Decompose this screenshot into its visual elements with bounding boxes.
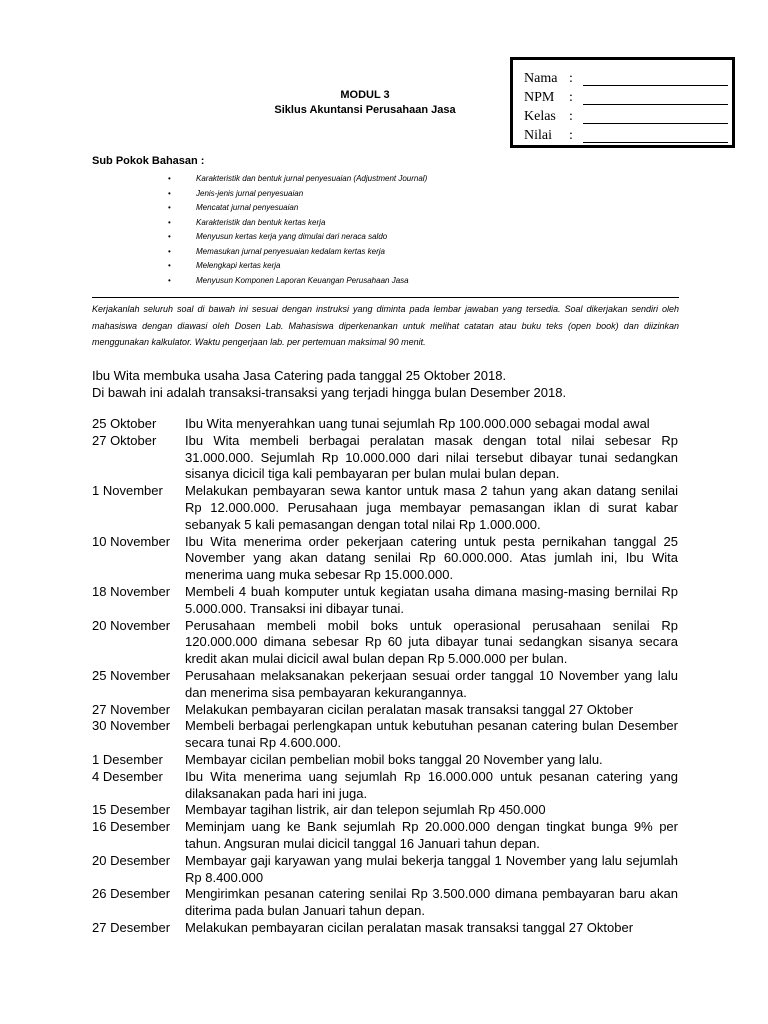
transaction-description: Membayar gaji karyawan yang mulai bekerja tanggal 1 November yang lalu sejumlah Rp 8.400.000 bbox=[185, 852, 678, 885]
transactions-list bbox=[92, 416, 678, 937]
name-colon: : bbox=[569, 71, 573, 86]
topic-item bbox=[168, 230, 427, 245]
transaction-row bbox=[92, 618, 678, 668]
transaction-row bbox=[92, 769, 678, 803]
grade-label: Nilai bbox=[524, 128, 552, 143]
module-title: MODUL 3 bbox=[340, 89, 390, 101]
transaction-date: 25 November bbox=[92, 667, 171, 683]
transaction-row bbox=[92, 584, 678, 618]
npm-label: NPM bbox=[524, 90, 555, 105]
topic-item bbox=[168, 259, 427, 274]
topic-text: Menyusun Komponen Laporan Keuangan Perusahaan Jasa bbox=[196, 275, 409, 285]
topic-item bbox=[168, 172, 427, 187]
bullet-icon: • bbox=[168, 275, 171, 285]
bullet-icon: • bbox=[168, 261, 171, 270]
transaction-date: 16 Desember bbox=[92, 819, 171, 835]
transaction-row bbox=[92, 752, 678, 769]
bullet-icon: • bbox=[168, 246, 171, 256]
topic-text: Jenis-jenis jurnal penyesuaian bbox=[196, 188, 304, 198]
transaction-description: Ibu Wita menerima uang sejumlah Rp 16.000.000 untuk pesanan catering yang dilaksanakan pada hari ini juga. bbox=[185, 768, 678, 801]
grade-blank-line bbox=[583, 128, 728, 143]
npm-colon: : bbox=[569, 90, 573, 105]
topic-text: Melengkapi kertas kerja bbox=[196, 261, 281, 270]
class-row bbox=[524, 107, 732, 126]
bullet-icon: • bbox=[168, 203, 171, 212]
transaction-date: 20 Desember bbox=[92, 852, 171, 868]
transaction-row bbox=[92, 920, 678, 937]
transaction-date: 30 November bbox=[92, 718, 171, 734]
section-divider bbox=[92, 297, 679, 298]
topic-item bbox=[168, 274, 427, 289]
transaction-description: Ibu Wita menerima order pekerjaan catering untuk pesta pernikahan tanggal 25 November yang akan datang senilai Rp 60.000.000. Atas jumlah ini, Ibu Wita menerima uang muka sebesar Rp 15.000.000. bbox=[185, 533, 678, 583]
instructions-paragraph: Kerjakanlah seluruh soal di bawah ini sesuai dengan instruksi yang diminta pada lembar jawaban yang tersedia. Soal dikerjakan sendiri oleh mahasiswa dengan diawasi oleh Dosen Lab. Mahasiswa diperkenankan untuk melihat catatan atau buku teks (open book) dan diizinkan menggunakan kalkulator. Waktu pengerjaan lab. per pertemuan maksimal 90 menit. bbox=[92, 304, 679, 347]
transaction-date: 27 Oktober bbox=[92, 432, 157, 448]
intro-line-1: Ibu Wita membuka usaha Jasa Catering pada tanggal 25 Oktober 2018. bbox=[92, 368, 507, 383]
bullet-icon: • bbox=[168, 188, 171, 198]
topic-item bbox=[168, 245, 427, 260]
transaction-row bbox=[92, 668, 678, 702]
class-colon: : bbox=[569, 109, 573, 124]
transaction-date: 26 Desember bbox=[92, 886, 171, 902]
class-blank-line bbox=[583, 109, 728, 124]
name-label: Nama bbox=[524, 71, 558, 86]
topics-list bbox=[168, 172, 427, 288]
transaction-description: Mengirimkan pesanan catering senilai Rp 3.500.000 dimana pembayaran baru akan diterima pada bulan Januari tahun depan. bbox=[185, 886, 678, 919]
transaction-date: 18 November bbox=[92, 583, 171, 599]
transaction-description: Perusahaan melaksanakan pekerjaan sesuai order tanggal 10 November yang lalu dan menerima sisa pembayaran kekurangannya. bbox=[185, 667, 678, 700]
transaction-row bbox=[92, 819, 678, 853]
transaction-description: Membayar cicilan pembelian mobil boks tanggal 20 November yang lalu. bbox=[185, 751, 603, 767]
module-subtitle: Siklus Akuntansi Perusahaan Jasa bbox=[274, 104, 456, 116]
transaction-description: Melakukan pembayaran cicilan peralatan masak transaksi tanggal 27 Oktober bbox=[185, 701, 634, 717]
transaction-row bbox=[92, 886, 678, 920]
transaction-row bbox=[92, 802, 678, 819]
topic-text: Karakteristik dan bentuk jurnal penyesuaian (Adjustment Journal) bbox=[196, 174, 428, 183]
student-identity-box bbox=[510, 57, 735, 148]
topic-item bbox=[168, 187, 427, 202]
transaction-row bbox=[92, 433, 678, 483]
name-blank-line bbox=[583, 71, 728, 86]
grade-colon: : bbox=[569, 128, 573, 143]
topic-text: Mencatat jurnal penyesuaian bbox=[196, 203, 299, 212]
bullet-icon: • bbox=[168, 232, 171, 241]
transaction-description: Ibu Wita membeli berbagai peralatan masak dengan total nilai sebesar Rp 31.000.000. Sejumlah Rp 10.000.000 dari nilai tersebut dibayar tunai sedangkan sisanya dicicil tiga kali pembayaran per bulan mulai bulan depan. bbox=[185, 432, 678, 482]
transaction-date: 1 November bbox=[92, 483, 163, 499]
transaction-date: 27 November bbox=[92, 701, 171, 717]
topic-text: Menyusun kertas kerja yang dimulai dari neraca saldo bbox=[196, 232, 388, 241]
topic-text: Memasukan jurnal penyesuaian kedalam kertas kerja bbox=[196, 246, 385, 256]
transaction-date: 15 Desember bbox=[92, 802, 171, 818]
name-row bbox=[524, 69, 732, 88]
transaction-row bbox=[92, 534, 678, 584]
class-label: Kelas bbox=[524, 109, 556, 124]
topics-heading: Sub Pokok Bahasan : bbox=[92, 155, 205, 167]
topic-text: Karakteristik dan bentuk kertas kerja bbox=[196, 217, 326, 227]
bullet-icon: • bbox=[168, 174, 171, 183]
transaction-date: 10 November bbox=[92, 533, 171, 549]
transaction-description: Melakukan pembayaran cicilan peralatan masak transaksi tanggal 27 Oktober bbox=[185, 919, 634, 935]
transaction-date: 4 Desember bbox=[92, 768, 163, 784]
transaction-row bbox=[92, 483, 678, 533]
transaction-row bbox=[92, 853, 678, 887]
transaction-row bbox=[92, 416, 678, 433]
transaction-description: Ibu Wita menyerahkan uang tunai sejumlah Rp 100.000.000 sebagai modal awal bbox=[185, 416, 650, 431]
topic-item bbox=[168, 201, 427, 216]
transaction-description: Perusahaan membeli mobil boks untuk operasional perusahaan senilai Rp 120.000.000 dimana sebesar Rp 60 juta dibayar tunai sedangkan sisanya secara kredit akan mulai dicicil awal bulan depan Rp 5.000.000 per bulan. bbox=[185, 617, 678, 667]
intro-line-2: Di bawah ini adalah transaksi-transaksi yang terjadi hingga bulan Desember 2018. bbox=[92, 385, 567, 400]
transaction-description: Meminjam uang ke Bank sejumlah Rp 20.000.000 dengan tingkat bunga 9% per tahun. Angsuran mulai dicicil tanggal 16 Januari tahun depan. bbox=[185, 819, 678, 851]
transaction-description: Membeli 4 buah komputer untuk kegiatan usaha dimana masing-masing bernilai Rp 5.000.000. Transaksi ini dibayar tunai. bbox=[185, 583, 678, 616]
bullet-icon: • bbox=[168, 217, 171, 227]
transaction-date: 25 Oktober bbox=[92, 416, 157, 431]
transaction-date: 27 Desember bbox=[92, 919, 171, 935]
transaction-date: 20 November bbox=[92, 617, 171, 633]
npm-row bbox=[524, 88, 732, 107]
grade-row bbox=[524, 126, 732, 145]
transaction-row bbox=[92, 702, 678, 719]
transaction-description: Membeli berbagai perlengkapan untuk kebutuhan pesanan catering bulan Desember secara tunai Rp 4.600.000. bbox=[185, 718, 678, 751]
transaction-row bbox=[92, 718, 678, 752]
npm-blank-line bbox=[583, 90, 728, 105]
transaction-description: Melakukan pembayaran sewa kantor untuk masa 2 tahun yang akan datang senilai Rp 12.000.000. Perusahaan juga membayar pemasangan iklan di surat kabar sebanyak 5 kali pemasangan dengan total nilai Rp 1.000.000. bbox=[185, 483, 678, 532]
topic-item bbox=[168, 216, 427, 231]
transaction-date: 1 Desember bbox=[92, 751, 163, 767]
transaction-description: Membayar tagihan listrik, air dan telepon sejumlah Rp 450.000 bbox=[185, 802, 546, 818]
